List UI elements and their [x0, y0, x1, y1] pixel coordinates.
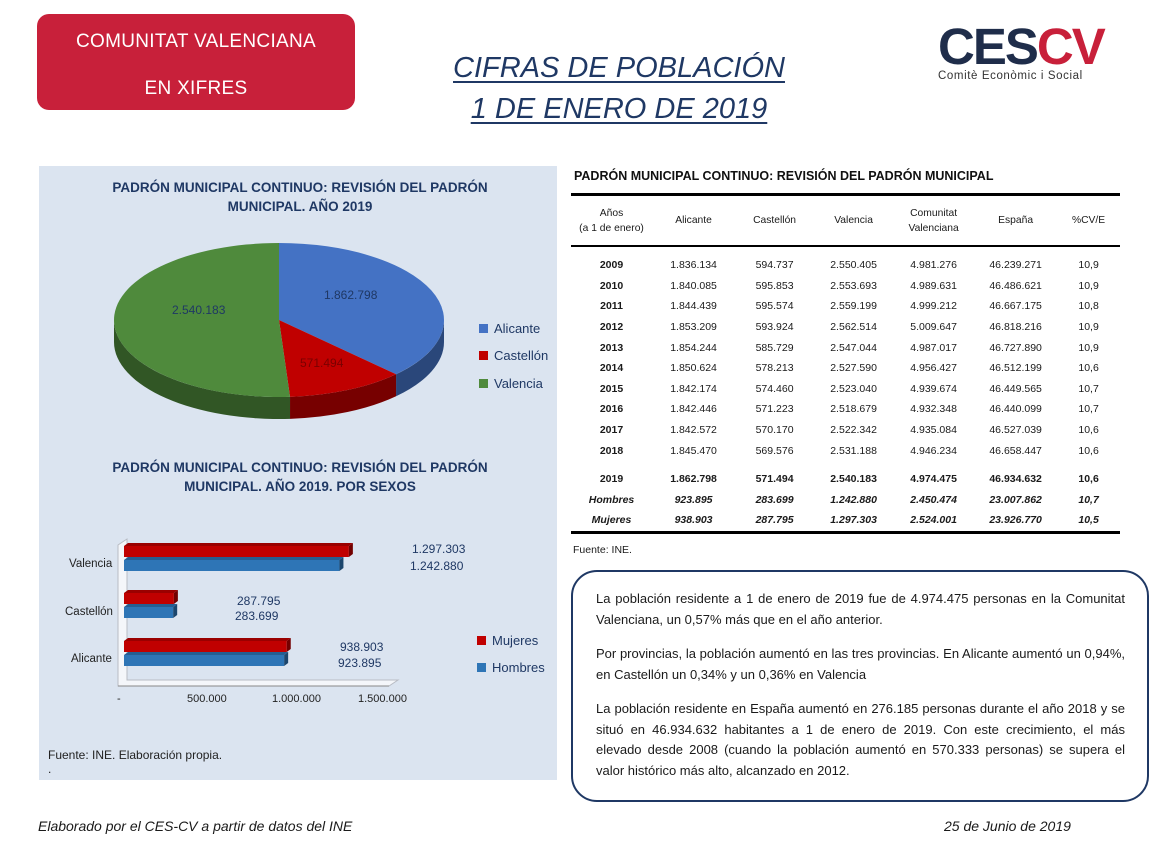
table-cell: 287.795 [735, 510, 814, 532]
bar-value-alicante-mujeres: 938.903 [340, 640, 384, 654]
x-tick-0: - [117, 693, 121, 705]
table-cell: 2018 [599, 444, 624, 457]
bar-valencia-hombres [124, 560, 339, 571]
table-cell: 2011 [600, 300, 623, 313]
bar-value-castellon-mujeres: 287.795 [237, 594, 281, 608]
table-cell: 1.242.880 [830, 493, 877, 506]
legend-alicante [479, 321, 540, 336]
table-cell: 10,9 [1078, 259, 1099, 272]
table-cell: 46.527.039 [989, 424, 1042, 437]
header-cv-line1: Comunitat [910, 207, 958, 219]
logo-cv: CV [1036, 18, 1104, 75]
table-cell: 4.932.348 [910, 403, 957, 416]
table-cell: 46.934.632 [989, 473, 1042, 486]
table-cell: 2010 [599, 279, 624, 292]
table-cell: 2009 [599, 259, 624, 272]
table-cell: 2013 [599, 341, 624, 354]
table-cell: 2.553.693 [830, 279, 877, 292]
header-cv [893, 195, 974, 247]
table-cell: 10,9 [1078, 279, 1099, 292]
legend-label-castellon: Castellón [494, 348, 549, 363]
table-cell: 923.895 [674, 493, 713, 506]
header-anos [571, 195, 652, 247]
table-row [571, 337, 1120, 358]
table-cell: 1.853.209 [670, 321, 717, 334]
table-cell: 1.840.085 [670, 279, 717, 292]
table-cell: 10,9 [1078, 321, 1099, 334]
pie-label-valencia: 2.540.183 [172, 303, 226, 317]
summary-textbox [571, 570, 1149, 802]
table-cell: 2.523.040 [830, 382, 877, 395]
legend-swatch-valencia [479, 379, 488, 388]
pie-label-castellon: 571.494 [300, 356, 344, 370]
table-cell: 595.574 [755, 300, 794, 313]
bar-top-alicante-hombres [124, 652, 288, 655]
table-cell: 10,6 [1078, 424, 1099, 437]
table-cell: 46.818.216 [989, 321, 1042, 334]
table-cell: 4.981.276 [910, 259, 957, 272]
table-cell: 2.450.474 [910, 493, 957, 506]
table-cell: 10,7 [1078, 403, 1099, 416]
table-row [571, 440, 1120, 461]
summary-paragraph-2: Por provincias, la población aumentó en las tres provincias. En Alicante aumentó un 0,94%, en Castellón un 0,34% y un 0,36% en Valencia [596, 646, 1125, 682]
bar-top-alicante-mujeres [124, 638, 291, 641]
title-line-1: CIFRAS DE POBLACIÓN [453, 52, 785, 84]
legend-label-mujeres: Mujeres [492, 633, 539, 648]
table-cell: 46.449.565 [989, 382, 1042, 395]
table-cell: 46.658.447 [989, 444, 1042, 457]
table-cell: 10,7 [1078, 382, 1099, 395]
table-cell: 10,9 [1078, 341, 1099, 354]
table-cell: 2.518.679 [830, 403, 877, 416]
table-cell: 23.926.770 [974, 510, 1057, 532]
table-row [571, 317, 1120, 338]
table-cell: 2.550.405 [830, 259, 877, 272]
table-cell: 1.297.303 [814, 510, 893, 532]
table-cell: 2019 [599, 473, 624, 486]
table-header-row [571, 195, 1120, 247]
legend-swatch-mujeres [477, 636, 486, 645]
table-cell: 2.547.044 [830, 341, 877, 354]
header-cv-line2: Valenciana [908, 222, 959, 234]
bar-top-castellón-mujeres [124, 590, 178, 593]
title-line-2: 1 DE ENERO DE 2019 [470, 93, 768, 125]
header-anos-line1: Años [599, 207, 624, 219]
pie-label-alicante: 1.862.798 [324, 288, 378, 302]
pie-title-line-1: PADRÓN MUNICIPAL CONTINUO: REVISIÓN DEL PADRÓN [112, 180, 488, 195]
table-cell: 571.223 [755, 403, 794, 416]
x-tick-1000000: 1.000.000 [272, 693, 321, 705]
legend-label-alicante: Alicante [494, 321, 541, 336]
table-cell: 46.440.099 [989, 403, 1042, 416]
table-cell: 594.737 [755, 259, 794, 272]
legend-swatch-alicante [479, 324, 488, 333]
table-row [571, 399, 1120, 420]
footer-date: 25 de Junio de 2019 [944, 818, 1071, 834]
header-alicante: Alicante [652, 195, 735, 247]
table-cell: 10,6 [1078, 473, 1099, 486]
table-row [571, 255, 1120, 276]
table-cell: 10,6 [1078, 362, 1099, 375]
summary-paragraph-3: La población residente en España aumentó en 276.185 personas durante el año 2018 y se situó en 46.934.632 habitantes a 1 de enero de 2019. Con este crecimiento, el más elevado desde 2008 (cuando la población aumentó en 570.333 personas) se supera el valor histórico más alto, alcanzado en 2012. [596, 701, 1125, 778]
badge-line-2: EN XIFRES [144, 78, 248, 99]
table-cell: 4.974.475 [910, 473, 957, 486]
table-cell: 10,7 [1078, 493, 1099, 506]
table-cell: 1.842.174 [670, 382, 717, 395]
x-tick-500000: 500.000 [187, 693, 227, 705]
bar-category-valencia: Valencia [69, 558, 113, 570]
table-cell: 4.989.631 [910, 279, 957, 292]
bar-value-castellon-hombres: 283.699 [235, 609, 279, 623]
pie-title-line-2: MUNICIPAL. AÑO 2019 [227, 199, 373, 214]
table-row [571, 276, 1120, 297]
header-anos-line2: (a 1 de enero) [579, 222, 644, 234]
table-cell: 1.845.470 [670, 444, 717, 457]
table-row [571, 358, 1120, 379]
table-cell: 571.494 [755, 473, 794, 486]
table-cell: 4.999.212 [910, 300, 957, 313]
table-cell: 23.007.862 [989, 493, 1042, 506]
table-row [571, 296, 1120, 317]
table-cell: 574.460 [755, 382, 794, 395]
logo-subtitle: Comitè Econòmic i Social [938, 70, 1083, 82]
table-cell: 2012 [599, 321, 624, 334]
table-cell: 46.512.199 [989, 362, 1042, 375]
table-cell: 4.946.234 [910, 444, 957, 457]
header-castellon: Castellón [735, 195, 814, 247]
header-espana: España [974, 195, 1057, 247]
table-sex-row [571, 490, 1120, 511]
summary-paragraph-1: La población residente a 1 de enero de 2019 fue de 4.974.475 personas en la Comunitat Valenciana, un 0,57% más que en el año anterior. [596, 591, 1125, 627]
table-cell: 4.987.017 [910, 341, 957, 354]
legend-castellon [479, 348, 548, 363]
bar-title-line-2: MUNICIPAL. AÑO 2019. POR SEXOS [184, 479, 416, 494]
bar-castellón-hombres [124, 607, 173, 618]
table-cell: 10,5 [1057, 510, 1120, 532]
bar-title-line-1: PADRÓN MUNICIPAL CONTINUO: REVISIÓN DEL PADRÓN [112, 460, 488, 475]
badge-line-1: COMUNITAT VALENCIANA [75, 31, 316, 52]
bar-top-valencia-mujeres [124, 543, 353, 546]
table-cell: 595.853 [755, 279, 794, 292]
table-cell: 2015 [599, 382, 624, 395]
table-total-row [571, 469, 1120, 490]
table-cell: 2014 [599, 362, 624, 375]
table-cell: 2.527.590 [830, 362, 877, 375]
table-cell: 1.844.439 [670, 300, 717, 313]
table-cell: 2.559.199 [830, 300, 877, 313]
table-cell: 283.699 [755, 493, 794, 506]
bar-top-valencia-hombres [124, 557, 343, 560]
table-title: PADRÓN MUNICIPAL CONTINUO: REVISIÓN DEL PADRÓN MUNICIPAL [574, 169, 994, 183]
chart-source-dot: . [48, 762, 52, 776]
bar-chart-title [80, 458, 520, 496]
table-cell: 4.956.427 [910, 362, 957, 375]
population-table [571, 193, 1120, 534]
table-cell: 46.486.621 [989, 279, 1042, 292]
table-cell: 2.531.188 [830, 444, 877, 457]
bar-category-castellon: Castellón [65, 606, 113, 618]
table-cell: 2016 [599, 403, 624, 416]
table-cell: 46.727.890 [989, 341, 1042, 354]
bar-value-valencia-mujeres: 1.297.303 [412, 542, 466, 556]
table-cell: 10,8 [1078, 300, 1099, 313]
table-cell: 1.854.244 [670, 341, 717, 354]
table-cell: 2.562.514 [830, 321, 877, 334]
table-cell: 585.729 [755, 341, 794, 354]
legend-swatch-castellon [479, 351, 488, 360]
header-pct: %CV/E [1057, 195, 1120, 247]
bar-alicante-hombres [124, 655, 284, 666]
bar-alicante-mujeres [124, 641, 287, 652]
bar-value-valencia-hombres: 1.242.880 [410, 559, 464, 573]
table-cell: 1.842.572 [670, 424, 717, 437]
table-cell: 4.939.674 [910, 382, 957, 395]
table-cell: 2017 [599, 424, 624, 437]
legend-mujeres [477, 633, 538, 648]
table-cell: 1.850.624 [670, 362, 717, 375]
table-cell: 569.576 [755, 444, 794, 457]
table-cell: 1.842.446 [670, 403, 717, 416]
legend-label-valencia: Valencia [494, 376, 543, 391]
table-row [571, 379, 1120, 400]
legend-label-hombres: Hombres [492, 660, 545, 675]
chart-source: Fuente: INE. Elaboración propia. [48, 748, 223, 762]
bar-valencia-mujeres [124, 546, 349, 557]
table-sex-row [571, 510, 1120, 532]
legend-swatch-hombres [477, 663, 486, 672]
table-row [571, 420, 1120, 441]
table-cell: Hombres [588, 493, 635, 506]
table-source: Fuente: INE. [573, 544, 632, 556]
header-valencia: Valencia [814, 195, 893, 247]
bar-value-alicante-hombres: 923.895 [338, 656, 382, 670]
table-cell: 2.522.342 [830, 424, 877, 437]
table-cell: 2.540.183 [830, 473, 877, 486]
table-cell: 5.009.647 [910, 321, 957, 334]
bar-category-alicante: Alicante [71, 653, 112, 665]
table-cell: 2.524.001 [893, 510, 974, 532]
table-cell: 46.667.175 [989, 300, 1042, 313]
table-cell: 593.924 [755, 321, 794, 334]
table-cell: 578.213 [755, 362, 794, 375]
legend-valencia [479, 376, 543, 391]
table-cell: 10,6 [1078, 444, 1099, 457]
table-cell: Mujeres [571, 510, 652, 532]
logo-ces: CES [938, 18, 1037, 75]
table-cell: 570.170 [755, 424, 794, 437]
footer-credit: Elaborado por el CES-CV a partir de datos del INE [38, 818, 353, 834]
table-cell: 1.862.798 [670, 473, 717, 486]
table-cell: 1.836.134 [670, 259, 717, 272]
legend-hombres [477, 660, 545, 675]
table-cell: 4.935.084 [910, 424, 957, 437]
table-cell: 938.903 [652, 510, 735, 532]
bar-castellón-mujeres [124, 593, 174, 604]
table-cell: 46.239.271 [989, 259, 1042, 272]
bar-top-castellón-hombres [124, 604, 177, 607]
x-tick-1500000: 1.500.000 [358, 693, 407, 705]
